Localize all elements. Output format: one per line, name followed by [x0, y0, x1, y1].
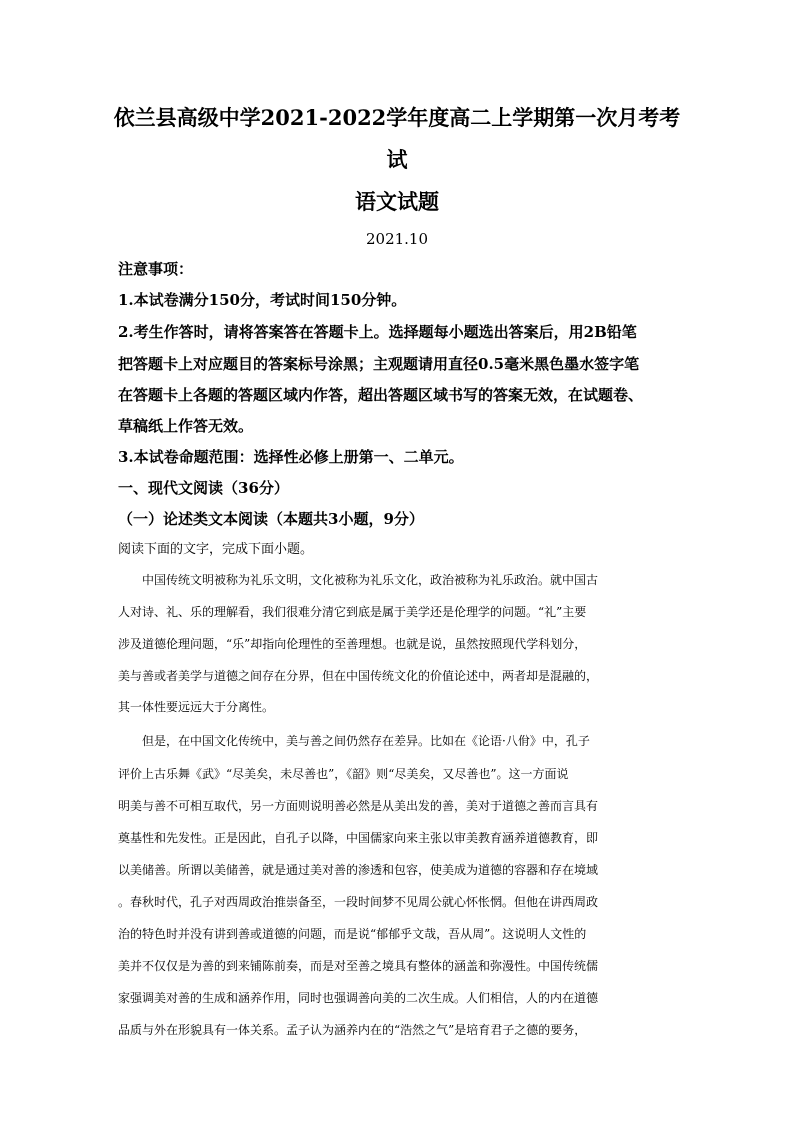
passage-line: 美并不仅仅是为善的到来铺陈前奏，而是对至善之境具有整体的涵盖和弥漫性。中国传统儒	[118, 959, 599, 973]
reading-instruction: 阅读下面的文字，完成下面小题。	[118, 542, 314, 557]
passage-line: 人对诗、礼、乐的理解看，我们很难分清它到底是属于美学还是伦理学的问题。“礼”主要	[118, 605, 587, 619]
exam-title-line2: 试	[386, 147, 408, 172]
exam-subtitle: 语文试题	[355, 189, 439, 214]
passage-line: 。春秋时代，孔子对西周政治推崇备至，一段时间梦不见周公就心怀怅惘。但他在讲西周政	[118, 895, 599, 909]
section-heading: 一、现代文阅读（36分）	[118, 479, 289, 497]
passage-line: 治的特色时并没有讲到善或道德的问题，而是说“郁郁乎文哉，吾从周”。这说明人文性的	[118, 927, 587, 941]
notes-line-5: 草稿纸上作答无效。	[118, 417, 254, 435]
notes-heading: 注意事项：	[118, 260, 194, 278]
passage-line: 品质与外在形貌具有一体关系。孟子认为涵养内在的“浩然之气”是培育君子之德的要务，	[118, 1023, 587, 1037]
passage-line: 中国传统文明被称为礼乐文明，文化被称为礼乐文化，政治被称为礼乐政治。就中国古	[142, 573, 599, 587]
notes-line-1: 1.本试卷满分150分，考试时间150分钟。	[118, 291, 407, 309]
passage-line: 但是，在中国文化传统中，美与善之间仍然存在差异。比如在《论语·八佾》中，孔子	[142, 734, 590, 748]
notes-line-3: 把答题卡上对应题目的答案标号涂黑；主观题请用直径0.5毫米黑色墨水签字笔	[118, 355, 640, 373]
notes-line-4: 在答题卡上各题的答题区域内作答，超出答题区域书写的答案无效，在试题卷、	[118, 386, 644, 404]
passage-line: 明美与善不可相互取代，另一方面则说明善必然是从美出发的善，美对于道德之善而言具有	[118, 799, 599, 813]
exam-title-line1: 依兰县高级中学2021-2022学年度高二上学期第一次月考考	[113, 105, 681, 130]
passage-line: 美与善或者美学与道德之间存在分界，但在中国传统文化的价值论述中，两者却是混融的，	[118, 669, 599, 683]
passage-line: 评价上古乐舞《武》“尽美矣，未尽善也”，《韶》则“尽美矣，又尽善也”。这一方面说	[118, 767, 569, 781]
passage-line: 奠基性和先发性。正是因此，自孔子以降，中国儒家向来主张以审美教育涵养道德教育，即	[118, 831, 599, 845]
exam-date: 2021.10	[365, 230, 429, 248]
passage-line: 家强调美对善的生成和涵养作用，同时也强调善向美的二次生成。人们相信，人的内在道德	[118, 991, 599, 1005]
notes-line-6: 3.本试卷命题范围：选择性必修上册第一、二单元。	[118, 448, 464, 466]
passage-line: 涉及道德伦理问题，“乐”却指向伦理性的至善理想。也就是说，虽然按照现代学科划分，	[118, 637, 587, 651]
passage-line: 其一体性要远远大于分离性。	[118, 700, 275, 714]
passage-line: 以美储善。所谓以美储善，就是通过美对善的渗透和包容，使美成为道德的容器和存在境域	[118, 863, 599, 877]
section-part-heading: （一）论述类文本阅读（本题共3小题，9分）	[118, 510, 424, 528]
notes-line-2: 2.考生作答时，请将答案答在答题卡上。选择题每小题选出答案后，用2B铅笔	[118, 323, 637, 341]
